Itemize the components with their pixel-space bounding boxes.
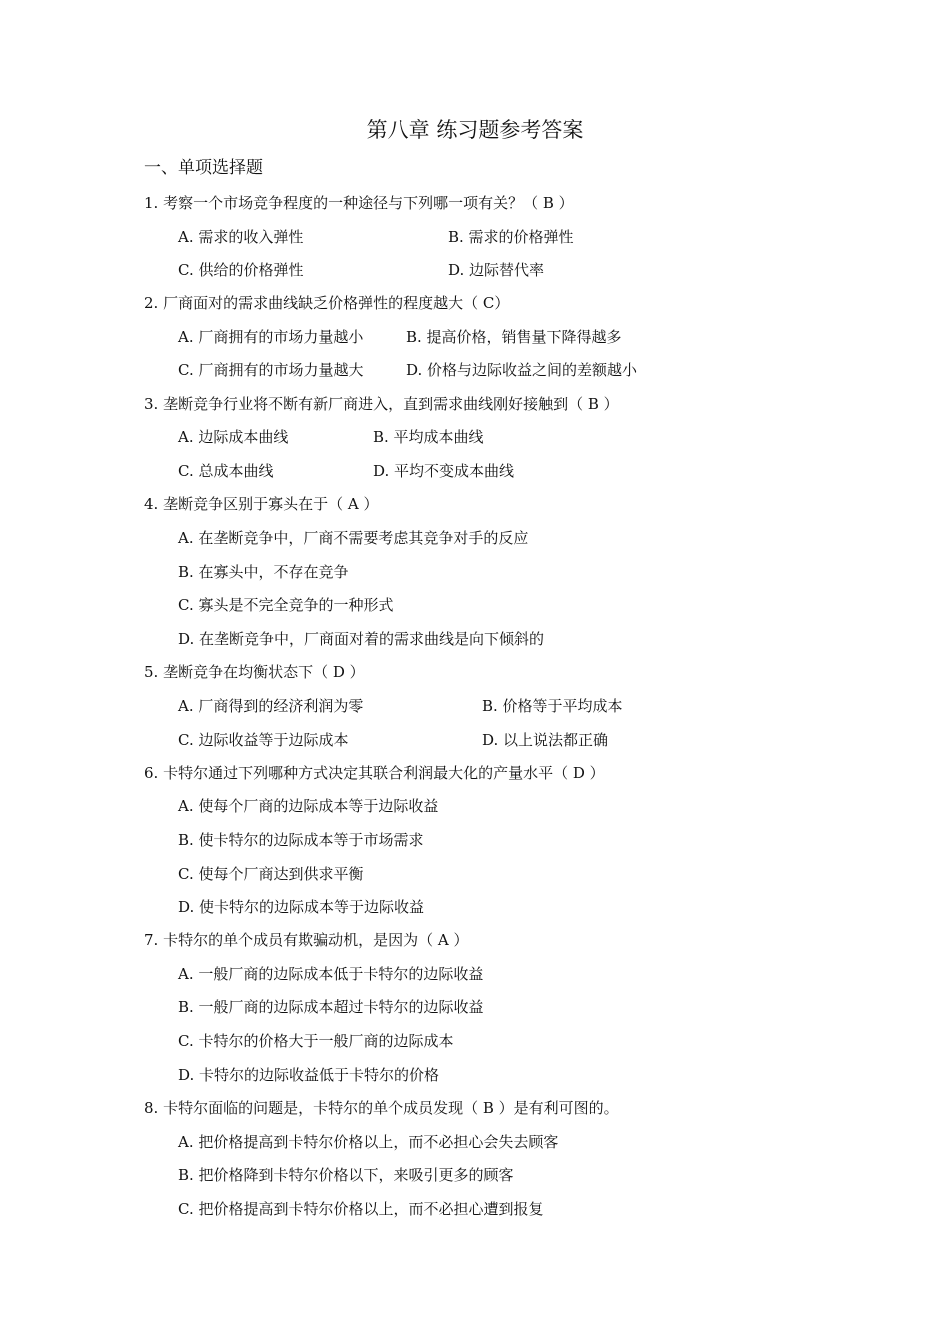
question-4-stem: 4. 垄断竞争区别于寡头在于（ A ） — [144, 495, 379, 513]
question-3-option-a: A. 边际成本曲线 — [178, 428, 289, 446]
question-2-option-b: B. 提高价格，销售量下降得越多 — [406, 328, 622, 346]
question-7-option-c: C. 卡特尔的价格大于一般厂商的边际成本 — [178, 1032, 454, 1050]
question-6-option-d: D. 使卡特尔的边际成本等于边际收益 — [178, 898, 425, 916]
question-8-stem: 8. 卡特尔面临的问题是，卡特尔的单个成员发现（ B ）是有利可图的。 — [144, 1099, 619, 1117]
question-4-option-d: D. 在垄断竞争中，厂商面对着的需求曲线是向下倾斜的 — [178, 630, 545, 648]
question-4-option-b: B. 在寡头中，不存在竞争 — [178, 563, 349, 581]
question-3-option-b: B. 平均成本曲线 — [373, 428, 484, 446]
question-2-option-c: C. 厂商拥有的市场力量越大 — [178, 361, 364, 379]
question-8-option-a: A. 把价格提高到卡特尔价格以上，而不必担心会失去顾客 — [178, 1133, 559, 1151]
question-8-option-c: C. 把价格提高到卡特尔价格以上，而不必担心遭到报复 — [178, 1200, 544, 1218]
question-5-stem: 5. 垄断竞争在均衡状态下（ D ） — [144, 663, 365, 681]
question-6-option-b: B. 使卡特尔的边际成本等于市场需求 — [178, 831, 424, 849]
question-4-option-a: A. 在垄断竞争中，厂商不需要考虑其竞争对手的反应 — [178, 529, 529, 547]
page-title: 第八章 练习题参考答案 — [366, 118, 584, 142]
question-1-option-b: B. 需求的价格弹性 — [448, 228, 574, 246]
question-1-option-a: A. 需求的收入弹性 — [178, 228, 304, 246]
question-8-option-b: B. 把价格降到卡特尔价格以下，来吸引更多的顾客 — [178, 1166, 514, 1184]
question-5-option-a: A. 厂商得到的经济利润为零 — [178, 697, 364, 715]
question-5-option-b: B. 价格等于平均成本 — [482, 697, 623, 715]
question-6-option-a: A. 使每个厂商的边际成本等于边际收益 — [178, 797, 439, 815]
question-1-option-c: C. 供给的价格弹性 — [178, 261, 304, 279]
question-5-option-d: D. 以上说法都正确 — [482, 731, 609, 749]
question-5-option-c: C. 边际收益等于边际成本 — [178, 731, 349, 749]
question-1-stem: 1. 考察一个市场竞争程度的一种途径与下列哪一项有关？（ B ） — [144, 194, 574, 212]
section-heading: 一、单项选择题 — [144, 158, 263, 178]
question-6-stem: 6. 卡特尔通过下列哪种方式决定其联合利润最大化的产量水平（ D ） — [144, 764, 605, 782]
question-7-stem: 7. 卡特尔的单个成员有欺骗动机，是因为（ A ） — [144, 931, 469, 949]
question-7-option-d: D. 卡特尔的边际收益低于卡特尔的价格 — [178, 1066, 440, 1084]
question-4-option-c: C. 寡头是不完全竞争的一种形式 — [178, 596, 394, 614]
question-2-option-d: D. 价格与边际收益之间的差额越小 — [406, 361, 638, 379]
question-7-option-b: B. 一般厂商的边际成本超过卡特尔的边际收益 — [178, 998, 484, 1016]
question-2-option-a: A. 厂商拥有的市场力量越小 — [178, 328, 364, 346]
question-3-option-d: D. 平均不变成本曲线 — [373, 462, 515, 480]
question-2-stem: 2. 厂商面对的需求曲线缺乏价格弹性的程度越大（ C） — [144, 294, 510, 312]
question-3-option-c: C. 总成本曲线 — [178, 462, 274, 480]
question-3-stem: 3. 垄断竞争行业将不断有新厂商进入，直到需求曲线刚好接触到（ B ） — [144, 395, 619, 413]
question-1-option-d: D. 边际替代率 — [448, 261, 545, 279]
question-6-option-c: C. 使每个厂商达到供求平衡 — [178, 865, 364, 883]
question-7-option-a: A. 一般厂商的边际成本低于卡特尔的边际收益 — [178, 965, 484, 983]
